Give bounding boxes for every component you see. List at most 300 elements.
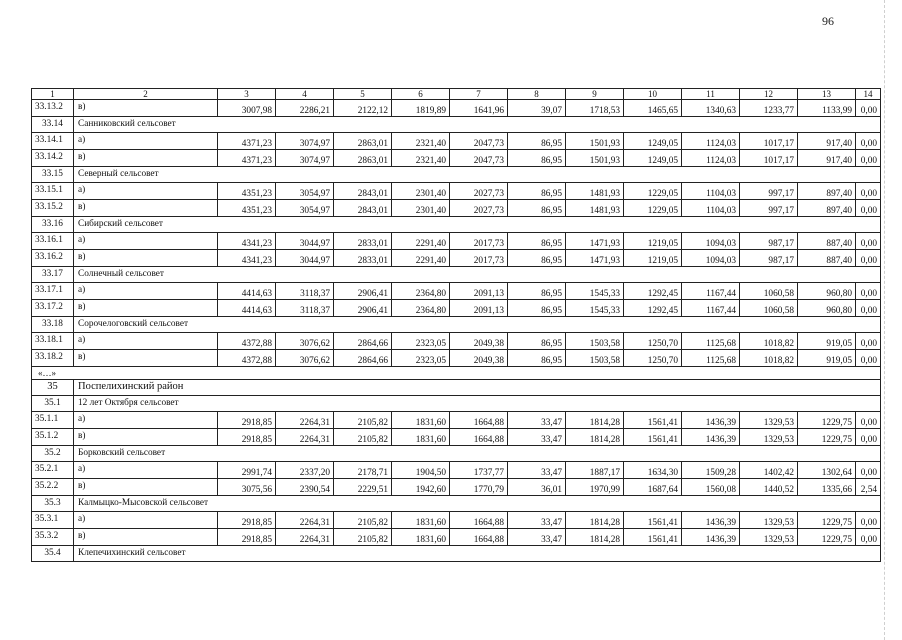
section-code-cell: 33.14 bbox=[32, 117, 74, 133]
value-cell: 987,17 bbox=[740, 250, 798, 267]
table-row bbox=[32, 183, 881, 200]
value-cell: 86,95 bbox=[508, 300, 566, 317]
row-label-cell: в) bbox=[74, 100, 218, 117]
section-row bbox=[32, 317, 881, 333]
row-label-cell: в) bbox=[74, 200, 218, 217]
value-cell: 1219,05 bbox=[624, 250, 682, 267]
value-cell: 1545,33 bbox=[566, 283, 624, 300]
value-cell: 897,40 bbox=[798, 183, 856, 200]
row-label-cell: а) bbox=[74, 333, 218, 350]
value-cell: 2918,85 bbox=[218, 429, 276, 446]
value-cell: 2229,51 bbox=[334, 479, 392, 496]
value-cell: 0,00 bbox=[856, 233, 881, 250]
header-cell: 12 bbox=[740, 89, 798, 100]
value-cell: 1561,41 bbox=[624, 412, 682, 429]
value-cell: 1229,75 bbox=[798, 429, 856, 446]
value-cell: 4372,88 bbox=[218, 333, 276, 350]
value-cell: 1124,03 bbox=[682, 133, 740, 150]
section-name-cell: Клепечихинский сельсовет bbox=[74, 546, 881, 562]
value-cell: 1664,88 bbox=[450, 529, 508, 546]
value-cell: 2049,38 bbox=[450, 333, 508, 350]
header-cell: 6 bbox=[392, 89, 450, 100]
value-cell: 1302,64 bbox=[798, 462, 856, 479]
table-row bbox=[32, 100, 881, 117]
value-cell: 0,00 bbox=[856, 183, 881, 200]
value-cell: 1229,05 bbox=[624, 183, 682, 200]
section-name-cell: 12 лет Октября сельсовет bbox=[74, 396, 881, 412]
row-code-cell: 35.2.2 bbox=[32, 479, 74, 496]
value-cell: 0,00 bbox=[856, 350, 881, 367]
row-label-cell: а) bbox=[74, 283, 218, 300]
value-cell: 0,00 bbox=[856, 529, 881, 546]
ellipsis-row bbox=[32, 367, 881, 380]
value-cell: 0,00 bbox=[856, 300, 881, 317]
value-cell: 2918,85 bbox=[218, 512, 276, 529]
value-cell: 2105,82 bbox=[334, 512, 392, 529]
value-cell: 2049,38 bbox=[450, 350, 508, 367]
value-cell: 1229,05 bbox=[624, 200, 682, 217]
value-cell: 1471,93 bbox=[566, 250, 624, 267]
section-name-cell: Калмыцко-Мысовской сельсовет bbox=[74, 496, 881, 512]
section-name-cell: Санниковский сельсовет bbox=[74, 117, 881, 133]
row-label-cell: а) bbox=[74, 183, 218, 200]
table-row bbox=[32, 300, 881, 317]
header-cell: 5 bbox=[334, 89, 392, 100]
table-row bbox=[32, 429, 881, 446]
value-cell: 2864,66 bbox=[334, 350, 392, 367]
header-cell: 1 bbox=[32, 89, 74, 100]
value-cell: 1664,88 bbox=[450, 429, 508, 446]
value-cell: 2264,31 bbox=[276, 412, 334, 429]
value-cell: 2178,71 bbox=[334, 462, 392, 479]
value-cell: 1436,39 bbox=[682, 412, 740, 429]
value-cell: 0,00 bbox=[856, 150, 881, 167]
value-cell: 1664,88 bbox=[450, 412, 508, 429]
section-row bbox=[32, 446, 881, 462]
row-label-cell: а) bbox=[74, 412, 218, 429]
table-row bbox=[32, 233, 881, 250]
value-cell: 1545,33 bbox=[566, 300, 624, 317]
row-label-cell: а) bbox=[74, 233, 218, 250]
value-cell: 2291,40 bbox=[392, 250, 450, 267]
header-cell: 11 bbox=[682, 89, 740, 100]
value-cell: 36,01 bbox=[508, 479, 566, 496]
section-row bbox=[32, 167, 881, 183]
header-cell: 9 bbox=[566, 89, 624, 100]
row-code-cell: 33.15.1 bbox=[32, 183, 74, 200]
row-label-cell: в) bbox=[74, 479, 218, 496]
header-cell: 4 bbox=[276, 89, 334, 100]
value-cell: 2833,01 bbox=[334, 250, 392, 267]
value-cell: 1561,41 bbox=[624, 529, 682, 546]
value-cell: 1641,96 bbox=[450, 100, 508, 117]
row-label-cell: в) bbox=[74, 529, 218, 546]
section-code-cell: 33.17 bbox=[32, 267, 74, 283]
value-cell: 3054,97 bbox=[276, 183, 334, 200]
header-cell: 3 bbox=[218, 89, 276, 100]
value-cell: 2843,01 bbox=[334, 183, 392, 200]
section-code-cell: 35.3 bbox=[32, 496, 74, 512]
row-code-cell: 33.14.2 bbox=[32, 150, 74, 167]
table-body bbox=[32, 89, 881, 562]
value-cell: 2843,01 bbox=[334, 200, 392, 217]
value-cell: 4341,23 bbox=[218, 233, 276, 250]
value-cell: 1329,53 bbox=[740, 529, 798, 546]
value-cell: 1249,05 bbox=[624, 133, 682, 150]
section-code-cell: 33.16 bbox=[32, 217, 74, 233]
value-cell: 86,95 bbox=[508, 250, 566, 267]
value-cell: 1561,41 bbox=[624, 512, 682, 529]
region-row bbox=[32, 380, 881, 396]
value-cell: 997,17 bbox=[740, 183, 798, 200]
row-label-cell: в) bbox=[74, 250, 218, 267]
section-code-cell: 33.18 bbox=[32, 317, 74, 333]
value-cell: 1481,93 bbox=[566, 200, 624, 217]
section-row bbox=[32, 496, 881, 512]
section-name-cell: Солнечный сельсовет bbox=[74, 267, 881, 283]
value-cell: 2047,73 bbox=[450, 133, 508, 150]
row-code-cell: 33.13.2 bbox=[32, 100, 74, 117]
row-code-cell: 33.18.1 bbox=[32, 333, 74, 350]
value-cell: 0,00 bbox=[856, 462, 881, 479]
row-code-cell: 33.17.1 bbox=[32, 283, 74, 300]
header-cell: 2 bbox=[74, 89, 218, 100]
value-cell: 33,47 bbox=[508, 512, 566, 529]
section-name-cell: Сорочелоговский сельсовет bbox=[74, 317, 881, 333]
value-cell: 1770,79 bbox=[450, 479, 508, 496]
header-cell: 10 bbox=[624, 89, 682, 100]
value-cell: 1060,58 bbox=[740, 300, 798, 317]
value-cell: 1814,28 bbox=[566, 512, 624, 529]
value-cell: 86,95 bbox=[508, 233, 566, 250]
value-cell: 1831,60 bbox=[392, 412, 450, 429]
value-cell: 2918,85 bbox=[218, 529, 276, 546]
value-cell: 1831,60 bbox=[392, 512, 450, 529]
tariff-table bbox=[31, 88, 881, 562]
value-cell: 960,80 bbox=[798, 300, 856, 317]
section-row bbox=[32, 267, 881, 283]
value-cell: 1664,88 bbox=[450, 512, 508, 529]
section-name-cell: Северный сельсовет bbox=[74, 167, 881, 183]
value-cell: 1970,99 bbox=[566, 479, 624, 496]
value-cell: 2264,31 bbox=[276, 429, 334, 446]
table-row bbox=[32, 479, 881, 496]
value-cell: 1329,53 bbox=[740, 512, 798, 529]
value-cell: 919,05 bbox=[798, 333, 856, 350]
row-code-cell: 33.16.1 bbox=[32, 233, 74, 250]
row-label-cell: в) bbox=[74, 429, 218, 446]
value-cell: 1814,28 bbox=[566, 429, 624, 446]
value-cell: 4414,63 bbox=[218, 283, 276, 300]
value-cell: 1481,93 bbox=[566, 183, 624, 200]
value-cell: 1814,28 bbox=[566, 412, 624, 429]
value-cell: 2264,31 bbox=[276, 529, 334, 546]
value-cell: 1018,82 bbox=[740, 333, 798, 350]
row-code-cell: 35.1.1 bbox=[32, 412, 74, 429]
value-cell: 1060,58 bbox=[740, 283, 798, 300]
value-cell: 1124,03 bbox=[682, 150, 740, 167]
table-row bbox=[32, 512, 881, 529]
value-cell: 0,00 bbox=[856, 133, 881, 150]
section-row bbox=[32, 217, 881, 233]
value-cell: 1501,93 bbox=[566, 150, 624, 167]
value-cell: 1687,64 bbox=[624, 479, 682, 496]
value-cell: 2105,82 bbox=[334, 429, 392, 446]
value-cell: 1634,30 bbox=[624, 462, 682, 479]
value-cell: 1094,03 bbox=[682, 233, 740, 250]
value-cell: 3118,37 bbox=[276, 283, 334, 300]
value-cell: 3076,62 bbox=[276, 333, 334, 350]
table-row bbox=[32, 150, 881, 167]
value-cell: 2,54 bbox=[856, 479, 881, 496]
value-cell: 86,95 bbox=[508, 133, 566, 150]
value-cell: 1125,68 bbox=[682, 350, 740, 367]
value-cell: 3118,37 bbox=[276, 300, 334, 317]
value-cell: 1104,03 bbox=[682, 200, 740, 217]
value-cell: 1942,60 bbox=[392, 479, 450, 496]
value-cell: 1292,45 bbox=[624, 300, 682, 317]
value-cell: 897,40 bbox=[798, 200, 856, 217]
value-cell: 33,47 bbox=[508, 412, 566, 429]
table-row bbox=[32, 200, 881, 217]
value-cell: 2906,41 bbox=[334, 283, 392, 300]
value-cell: 33,47 bbox=[508, 529, 566, 546]
value-cell: 2364,80 bbox=[392, 300, 450, 317]
section-code-cell: 35.1 bbox=[32, 396, 74, 412]
value-cell: 1465,65 bbox=[624, 100, 682, 117]
header-cell: 14 bbox=[856, 89, 881, 100]
value-cell: 917,40 bbox=[798, 133, 856, 150]
value-cell: 4371,23 bbox=[218, 150, 276, 167]
table-row bbox=[32, 283, 881, 300]
row-code-cell: 33.16.2 bbox=[32, 250, 74, 267]
value-cell: 1718,53 bbox=[566, 100, 624, 117]
value-cell: 0,00 bbox=[856, 200, 881, 217]
value-cell: 1561,41 bbox=[624, 429, 682, 446]
table-row bbox=[32, 350, 881, 367]
value-cell: 919,05 bbox=[798, 350, 856, 367]
row-code-cell: 33.14.1 bbox=[32, 133, 74, 150]
value-cell: 2027,73 bbox=[450, 183, 508, 200]
value-cell: 3054,97 bbox=[276, 200, 334, 217]
table-row bbox=[32, 250, 881, 267]
value-cell: 2321,40 bbox=[392, 150, 450, 167]
table-row bbox=[32, 412, 881, 429]
value-cell: 2301,40 bbox=[392, 200, 450, 217]
value-cell: 1329,53 bbox=[740, 412, 798, 429]
section-row bbox=[32, 396, 881, 412]
value-cell: 1229,75 bbox=[798, 529, 856, 546]
value-cell: 2863,01 bbox=[334, 133, 392, 150]
value-cell: 1167,44 bbox=[682, 300, 740, 317]
value-cell: 0,00 bbox=[856, 512, 881, 529]
value-cell: 1503,58 bbox=[566, 350, 624, 367]
row-label-cell: в) bbox=[74, 300, 218, 317]
value-cell: 2047,73 bbox=[450, 150, 508, 167]
value-cell: 1249,05 bbox=[624, 150, 682, 167]
value-cell: 0,00 bbox=[856, 250, 881, 267]
value-cell: 3007,98 bbox=[218, 100, 276, 117]
section-name-cell: Борковский сельсовет bbox=[74, 446, 881, 462]
value-cell: 1503,58 bbox=[566, 333, 624, 350]
value-cell: 1340,63 bbox=[682, 100, 740, 117]
table-row bbox=[32, 133, 881, 150]
row-code-cell: 33.15.2 bbox=[32, 200, 74, 217]
value-cell: 1125,68 bbox=[682, 333, 740, 350]
value-cell: 2027,73 bbox=[450, 200, 508, 217]
value-cell: 4371,23 bbox=[218, 133, 276, 150]
value-cell: 2017,73 bbox=[450, 250, 508, 267]
value-cell: 0,00 bbox=[856, 429, 881, 446]
value-cell: 86,95 bbox=[508, 333, 566, 350]
header-cell: 8 bbox=[508, 89, 566, 100]
row-label-cell: а) bbox=[74, 133, 218, 150]
value-cell: 1831,60 bbox=[392, 529, 450, 546]
section-code-cell: 33.15 bbox=[32, 167, 74, 183]
value-cell: 1167,44 bbox=[682, 283, 740, 300]
value-cell: 4341,23 bbox=[218, 250, 276, 267]
value-cell: 3074,97 bbox=[276, 133, 334, 150]
value-cell: 917,40 bbox=[798, 150, 856, 167]
value-cell: 4372,88 bbox=[218, 350, 276, 367]
row-code-cell: 35.2.1 bbox=[32, 462, 74, 479]
row-code-cell: 35.3.1 bbox=[32, 512, 74, 529]
value-cell: 2364,80 bbox=[392, 283, 450, 300]
row-label-cell: в) bbox=[74, 350, 218, 367]
value-cell: 2105,82 bbox=[334, 529, 392, 546]
section-code-cell: 35 bbox=[32, 380, 74, 396]
table-row bbox=[32, 462, 881, 479]
value-cell: 1219,05 bbox=[624, 233, 682, 250]
value-cell: 887,40 bbox=[798, 250, 856, 267]
value-cell: 2918,85 bbox=[218, 412, 276, 429]
header-cell: 7 bbox=[450, 89, 508, 100]
value-cell: 3074,97 bbox=[276, 150, 334, 167]
value-cell: 33,47 bbox=[508, 429, 566, 446]
value-cell: 3076,62 bbox=[276, 350, 334, 367]
value-cell: 1229,75 bbox=[798, 412, 856, 429]
value-cell: 2091,13 bbox=[450, 283, 508, 300]
column-number-row bbox=[32, 89, 881, 100]
table-row bbox=[32, 529, 881, 546]
value-cell: 1904,50 bbox=[392, 462, 450, 479]
section-row bbox=[32, 546, 881, 562]
value-cell: 3075,56 bbox=[218, 479, 276, 496]
value-cell: 1104,03 bbox=[682, 183, 740, 200]
value-cell: 1831,60 bbox=[392, 429, 450, 446]
value-cell: 1292,45 bbox=[624, 283, 682, 300]
value-cell: 2337,20 bbox=[276, 462, 334, 479]
value-cell: 2863,01 bbox=[334, 150, 392, 167]
value-cell: 997,17 bbox=[740, 200, 798, 217]
value-cell: 2864,66 bbox=[334, 333, 392, 350]
value-cell: 2323,05 bbox=[392, 350, 450, 367]
value-cell: 1250,70 bbox=[624, 350, 682, 367]
value-cell: 1509,28 bbox=[682, 462, 740, 479]
value-cell: 1560,08 bbox=[682, 479, 740, 496]
value-cell: 33,47 bbox=[508, 462, 566, 479]
value-cell: 960,80 bbox=[798, 283, 856, 300]
section-name-cell: Поспелихинский район bbox=[74, 380, 881, 396]
value-cell: 1436,39 bbox=[682, 529, 740, 546]
value-cell: 4414,63 bbox=[218, 300, 276, 317]
value-cell: 1436,39 bbox=[682, 429, 740, 446]
value-cell: 0,00 bbox=[856, 100, 881, 117]
value-cell: 4351,23 bbox=[218, 200, 276, 217]
page-edge-rule bbox=[884, 0, 885, 640]
value-cell: 86,95 bbox=[508, 350, 566, 367]
value-cell: 1436,39 bbox=[682, 512, 740, 529]
row-label-cell: в) bbox=[74, 150, 218, 167]
value-cell: 1018,82 bbox=[740, 350, 798, 367]
value-cell: 86,95 bbox=[508, 200, 566, 217]
value-cell: 1887,17 bbox=[566, 462, 624, 479]
value-cell: 1229,75 bbox=[798, 512, 856, 529]
value-cell: 1250,70 bbox=[624, 333, 682, 350]
row-code-cell: 35.3.2 bbox=[32, 529, 74, 546]
value-cell: 4351,23 bbox=[218, 183, 276, 200]
row-code-cell: 33.18.2 bbox=[32, 350, 74, 367]
value-cell: 1017,17 bbox=[740, 150, 798, 167]
value-cell: 1335,66 bbox=[798, 479, 856, 496]
ellipsis-cell: «…» bbox=[32, 367, 881, 380]
value-cell: 2991,74 bbox=[218, 462, 276, 479]
value-cell: 1501,93 bbox=[566, 133, 624, 150]
value-cell: 3044,97 bbox=[276, 233, 334, 250]
row-label-cell: а) bbox=[74, 462, 218, 479]
value-cell: 1402,42 bbox=[740, 462, 798, 479]
value-cell: 2323,05 bbox=[392, 333, 450, 350]
value-cell: 86,95 bbox=[508, 183, 566, 200]
page-number: 96 bbox=[822, 14, 834, 28]
value-cell: 86,95 bbox=[508, 150, 566, 167]
row-code-cell: 35.1.2 bbox=[32, 429, 74, 446]
value-cell: 1471,93 bbox=[566, 233, 624, 250]
value-cell: 2122,12 bbox=[334, 100, 392, 117]
value-cell: 2286,21 bbox=[276, 100, 334, 117]
value-cell: 2291,40 bbox=[392, 233, 450, 250]
section-row bbox=[32, 117, 881, 133]
section-code-cell: 35.2 bbox=[32, 446, 74, 462]
value-cell: 3044,97 bbox=[276, 250, 334, 267]
value-cell: 0,00 bbox=[856, 333, 881, 350]
table-row bbox=[32, 333, 881, 350]
value-cell: 1737,77 bbox=[450, 462, 508, 479]
row-code-cell: 33.17.2 bbox=[32, 300, 74, 317]
value-cell: 2301,40 bbox=[392, 183, 450, 200]
value-cell: 0,00 bbox=[856, 283, 881, 300]
row-label-cell: а) bbox=[74, 512, 218, 529]
value-cell: 86,95 bbox=[508, 283, 566, 300]
value-cell: 1233,77 bbox=[740, 100, 798, 117]
value-cell: 1819,89 bbox=[392, 100, 450, 117]
value-cell: 0,00 bbox=[856, 412, 881, 429]
value-cell: 1133,99 bbox=[798, 100, 856, 117]
value-cell: 1094,03 bbox=[682, 250, 740, 267]
value-cell: 987,17 bbox=[740, 233, 798, 250]
value-cell: 2390,54 bbox=[276, 479, 334, 496]
value-cell: 1814,28 bbox=[566, 529, 624, 546]
value-cell: 2264,31 bbox=[276, 512, 334, 529]
value-cell: 1017,17 bbox=[740, 133, 798, 150]
value-cell: 39,07 bbox=[508, 100, 566, 117]
value-cell: 2321,40 bbox=[392, 133, 450, 150]
value-cell: 2833,01 bbox=[334, 233, 392, 250]
value-cell: 2017,73 bbox=[450, 233, 508, 250]
value-cell: 2091,13 bbox=[450, 300, 508, 317]
value-cell: 2906,41 bbox=[334, 300, 392, 317]
value-cell: 1329,53 bbox=[740, 429, 798, 446]
